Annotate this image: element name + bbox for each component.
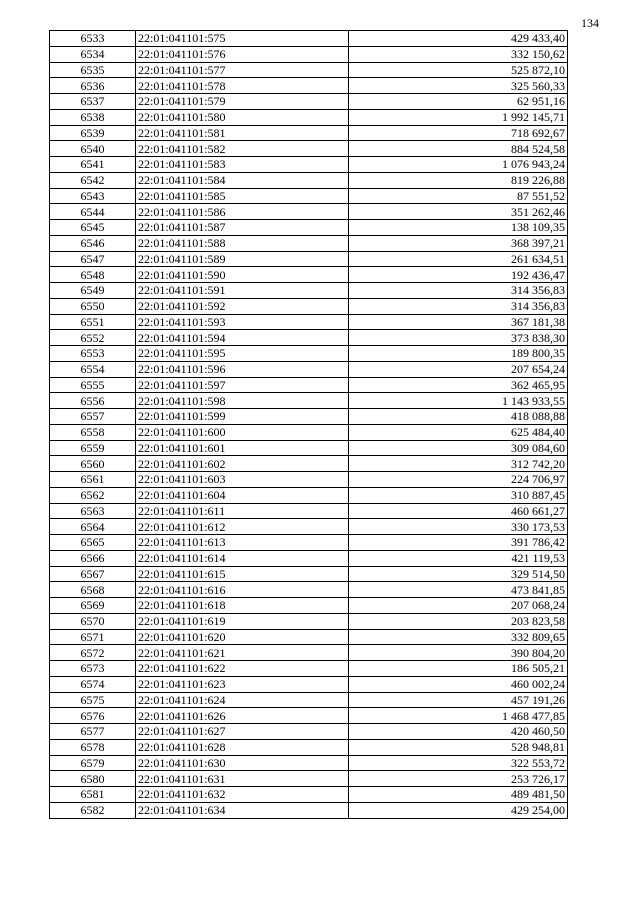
cadastral-number-cell: 22:01:041101:623 — [136, 676, 349, 692]
cadastral-value-cell: 625 484,40 — [349, 424, 568, 440]
table-row — [50, 94, 568, 110]
cadastral-value-cell: 330 173,53 — [349, 519, 568, 535]
cadastral-number-cell: 22:01:041101:626 — [136, 708, 349, 724]
table-row — [50, 314, 568, 330]
table-row — [50, 582, 568, 598]
cadastral-number-cell: 22:01:041101:595 — [136, 346, 349, 362]
cadastral-number-cell: 22:01:041101:584 — [136, 172, 349, 188]
row-number-cell: 6550 — [50, 298, 136, 314]
table-row — [50, 802, 568, 818]
row-number-cell: 6553 — [50, 346, 136, 362]
cadastral-number-cell: 22:01:041101:631 — [136, 771, 349, 787]
cadastral-number-cell: 22:01:041101:613 — [136, 535, 349, 551]
cadastral-number-cell: 22:01:041101:575 — [136, 31, 349, 47]
table-row — [50, 613, 568, 629]
row-number-cell: 6551 — [50, 314, 136, 330]
cadastral-value-cell: 203 823,58 — [349, 613, 568, 629]
cadastral-number-cell: 22:01:041101:620 — [136, 629, 349, 645]
cadastral-value-cell: 314 356,83 — [349, 283, 568, 299]
cadastral-number-cell: 22:01:041101:578 — [136, 78, 349, 94]
cadastral-value-cell: 718 692,67 — [349, 125, 568, 141]
table-row — [50, 141, 568, 157]
row-number-cell: 6579 — [50, 755, 136, 771]
table-row — [50, 377, 568, 393]
cadastral-number-cell: 22:01:041101:630 — [136, 755, 349, 771]
cadastral-value-cell: 460 002,24 — [349, 676, 568, 692]
cadastral-number-cell: 22:01:041101:619 — [136, 613, 349, 629]
row-number-cell: 6581 — [50, 787, 136, 803]
cadastral-number-cell: 22:01:041101:589 — [136, 251, 349, 267]
table-row — [50, 771, 568, 787]
cadastral-number-cell: 22:01:041101:593 — [136, 314, 349, 330]
table-row — [50, 739, 568, 755]
row-number-cell: 6544 — [50, 204, 136, 220]
table-row — [50, 424, 568, 440]
cadastral-value-cell: 473 841,85 — [349, 582, 568, 598]
cadastral-value-cell: 1 076 943,24 — [349, 157, 568, 173]
cadastral-number-cell: 22:01:041101:616 — [136, 582, 349, 598]
cadastral-number-cell: 22:01:041101:590 — [136, 267, 349, 283]
cadastral-number-cell: 22:01:041101:588 — [136, 235, 349, 251]
cadastral-number-cell: 22:01:041101:615 — [136, 566, 349, 582]
table-row — [50, 724, 568, 740]
cadastral-number-cell: 22:01:041101:600 — [136, 424, 349, 440]
cadastral-value-cell: 390 804,20 — [349, 645, 568, 661]
cadastral-value-cell: 186 505,21 — [349, 661, 568, 677]
row-number-cell: 6540 — [50, 141, 136, 157]
cadastral-value-cell: 329 514,50 — [349, 566, 568, 582]
cadastral-value-cell: 207 654,24 — [349, 361, 568, 377]
cadastral-number-cell: 22:01:041101:621 — [136, 645, 349, 661]
cadastral-number-cell: 22:01:041101:618 — [136, 598, 349, 614]
table-row — [50, 125, 568, 141]
table-row — [50, 645, 568, 661]
row-number-cell: 6558 — [50, 424, 136, 440]
table-row — [50, 487, 568, 503]
cadastral-number-cell: 22:01:041101:627 — [136, 724, 349, 740]
table-row — [50, 346, 568, 362]
table-row — [50, 787, 568, 803]
table-row — [50, 519, 568, 535]
row-number-cell: 6549 — [50, 283, 136, 299]
cadastral-number-cell: 22:01:041101:612 — [136, 519, 349, 535]
row-number-cell: 6569 — [50, 598, 136, 614]
table-row — [50, 46, 568, 62]
row-number-cell: 6535 — [50, 62, 136, 78]
row-number-cell: 6555 — [50, 377, 136, 393]
cadastral-value-cell: 884 524,58 — [349, 141, 568, 157]
table-row — [50, 109, 568, 125]
cadastral-number-cell: 22:01:041101:576 — [136, 46, 349, 62]
cadastral-value-cell: 189 800,35 — [349, 346, 568, 362]
row-number-cell: 6547 — [50, 251, 136, 267]
cadastral-value-cell: 312 742,20 — [349, 456, 568, 472]
cadastral-number-cell: 22:01:041101:601 — [136, 440, 349, 456]
cadastral-value-cell: 1 992 145,71 — [349, 109, 568, 125]
cadastral-value-cell: 351 262,46 — [349, 204, 568, 220]
row-number-cell: 6541 — [50, 157, 136, 173]
cadastral-value-cell: 62 951,16 — [349, 94, 568, 110]
row-number-cell: 6577 — [50, 724, 136, 740]
table-row — [50, 298, 568, 314]
cadastral-number-cell: 22:01:041101:583 — [136, 157, 349, 173]
row-number-cell: 6571 — [50, 629, 136, 645]
cadastral-number-cell: 22:01:041101:582 — [136, 141, 349, 157]
row-number-cell: 6567 — [50, 566, 136, 582]
cadastral-number-cell: 22:01:041101:579 — [136, 94, 349, 110]
row-number-cell: 6580 — [50, 771, 136, 787]
cadastral-value-cell: 322 553,72 — [349, 755, 568, 771]
row-number-cell: 6556 — [50, 393, 136, 409]
cadastral-value-cell: 819 226,88 — [349, 172, 568, 188]
table-row — [50, 330, 568, 346]
cadastral-number-cell: 22:01:041101:602 — [136, 456, 349, 472]
cadastral-number-cell: 22:01:041101:614 — [136, 550, 349, 566]
table-row — [50, 267, 568, 283]
cadastral-number-cell: 22:01:041101:596 — [136, 361, 349, 377]
row-number-cell: 6557 — [50, 409, 136, 425]
cadastral-value-cell: 253 726,17 — [349, 771, 568, 787]
cadastral-number-cell: 22:01:041101:577 — [136, 62, 349, 78]
cadastral-value-cell: 525 872,10 — [349, 62, 568, 78]
row-number-cell: 6562 — [50, 487, 136, 503]
cadastral-number-cell: 22:01:041101:611 — [136, 503, 349, 519]
row-number-cell: 6543 — [50, 188, 136, 204]
row-number-cell: 6576 — [50, 708, 136, 724]
cadastral-number-cell: 22:01:041101:587 — [136, 220, 349, 236]
cadastral-value-cell: 332 809,65 — [349, 629, 568, 645]
cadastral-value-cell: 310 887,45 — [349, 487, 568, 503]
table-row — [50, 283, 568, 299]
table-row — [50, 456, 568, 472]
table-row — [50, 235, 568, 251]
cadastral-value-cell: 489 481,50 — [349, 787, 568, 803]
row-number-cell: 6566 — [50, 550, 136, 566]
table-row — [50, 598, 568, 614]
table-row — [50, 629, 568, 645]
table-row — [50, 204, 568, 220]
table-row — [50, 708, 568, 724]
row-number-cell: 6536 — [50, 78, 136, 94]
cadastral-number-cell: 22:01:041101:592 — [136, 298, 349, 314]
cadastral-number-cell: 22:01:041101:591 — [136, 283, 349, 299]
table-row — [50, 755, 568, 771]
cadastral-number-cell: 22:01:041101:604 — [136, 487, 349, 503]
cadastral-number-cell: 22:01:041101:628 — [136, 739, 349, 755]
row-number-cell: 6560 — [50, 456, 136, 472]
cadastral-value-cell: 528 948,81 — [349, 739, 568, 755]
cadastral-number-cell: 22:01:041101:624 — [136, 692, 349, 708]
cadastral-number-cell: 22:01:041101:632 — [136, 787, 349, 803]
table-row — [50, 566, 568, 582]
row-number-cell: 6568 — [50, 582, 136, 598]
table-row — [50, 535, 568, 551]
row-number-cell: 6542 — [50, 172, 136, 188]
row-number-cell: 6533 — [50, 31, 136, 47]
row-number-cell: 6559 — [50, 440, 136, 456]
table-row — [50, 361, 568, 377]
cadastral-number-cell: 22:01:041101:580 — [136, 109, 349, 125]
row-number-cell: 6570 — [50, 613, 136, 629]
cadastral-value-cell: 309 084,60 — [349, 440, 568, 456]
row-number-cell: 6534 — [50, 46, 136, 62]
row-number-cell: 6548 — [50, 267, 136, 283]
page-number: 134 — [581, 16, 599, 30]
cadastral-value-table — [49, 30, 568, 819]
row-number-cell: 6573 — [50, 661, 136, 677]
cadastral-value-cell: 314 356,83 — [349, 298, 568, 314]
table-row — [50, 31, 568, 47]
table-row — [50, 62, 568, 78]
cadastral-value-cell: 224 706,97 — [349, 472, 568, 488]
cadastral-value-cell: 87 551,52 — [349, 188, 568, 204]
table-row — [50, 220, 568, 236]
row-number-cell: 6546 — [50, 235, 136, 251]
row-number-cell: 6574 — [50, 676, 136, 692]
table-row — [50, 472, 568, 488]
cadastral-value-cell: 420 460,50 — [349, 724, 568, 740]
row-number-cell: 6561 — [50, 472, 136, 488]
cadastral-number-cell: 22:01:041101:597 — [136, 377, 349, 393]
cadastral-value-cell: 192 436,47 — [349, 267, 568, 283]
row-number-cell: 6539 — [50, 125, 136, 141]
cadastral-number-cell: 22:01:041101:585 — [136, 188, 349, 204]
cadastral-value-cell: 373 838,30 — [349, 330, 568, 346]
table-row — [50, 409, 568, 425]
cadastral-value-cell: 138 109,35 — [349, 220, 568, 236]
cadastral-number-cell: 22:01:041101:598 — [136, 393, 349, 409]
row-number-cell: 6578 — [50, 739, 136, 755]
table-row — [50, 440, 568, 456]
cadastral-number-cell: 22:01:041101:594 — [136, 330, 349, 346]
cadastral-value-cell: 418 088,88 — [349, 409, 568, 425]
cadastral-number-cell: 22:01:041101:581 — [136, 125, 349, 141]
row-number-cell: 6565 — [50, 535, 136, 551]
cadastral-value-cell: 429 254,00 — [349, 802, 568, 818]
row-number-cell: 6563 — [50, 503, 136, 519]
row-number-cell: 6564 — [50, 519, 136, 535]
cadastral-value-cell: 1 468 477,85 — [349, 708, 568, 724]
row-number-cell: 6554 — [50, 361, 136, 377]
table-body — [50, 31, 568, 819]
table-row — [50, 78, 568, 94]
table-row — [50, 503, 568, 519]
row-number-cell: 6572 — [50, 645, 136, 661]
row-number-cell: 6537 — [50, 94, 136, 110]
row-number-cell: 6538 — [50, 109, 136, 125]
table-row — [50, 676, 568, 692]
row-number-cell: 6552 — [50, 330, 136, 346]
table-row — [50, 251, 568, 267]
cadastral-value-cell: 368 397,21 — [349, 235, 568, 251]
table-row — [50, 692, 568, 708]
cadastral-value-cell: 367 181,38 — [349, 314, 568, 330]
cadastral-value-cell: 460 661,27 — [349, 503, 568, 519]
cadastral-value-cell: 207 068,24 — [349, 598, 568, 614]
cadastral-number-cell: 22:01:041101:603 — [136, 472, 349, 488]
cadastral-value-cell: 1 143 933,55 — [349, 393, 568, 409]
cadastral-number-cell: 22:01:041101:599 — [136, 409, 349, 425]
table-row — [50, 661, 568, 677]
cadastral-value-cell: 429 433,40 — [349, 31, 568, 47]
table-row — [50, 393, 568, 409]
cadastral-value-cell: 325 560,33 — [349, 78, 568, 94]
table-row — [50, 188, 568, 204]
cadastral-value-cell: 362 465,95 — [349, 377, 568, 393]
cadastral-value-cell: 457 191,26 — [349, 692, 568, 708]
cadastral-number-cell: 22:01:041101:586 — [136, 204, 349, 220]
row-number-cell: 6575 — [50, 692, 136, 708]
cadastral-number-cell: 22:01:041101:634 — [136, 802, 349, 818]
row-number-cell: 6545 — [50, 220, 136, 236]
table-row — [50, 550, 568, 566]
cadastral-value-cell: 421 119,53 — [349, 550, 568, 566]
cadastral-value-cell: 332 150,62 — [349, 46, 568, 62]
row-number-cell: 6582 — [50, 802, 136, 818]
table-row — [50, 172, 568, 188]
cadastral-value-cell: 391 786,42 — [349, 535, 568, 551]
cadastral-number-cell: 22:01:041101:622 — [136, 661, 349, 677]
cadastral-value-cell: 261 634,51 — [349, 251, 568, 267]
table-row — [50, 157, 568, 173]
